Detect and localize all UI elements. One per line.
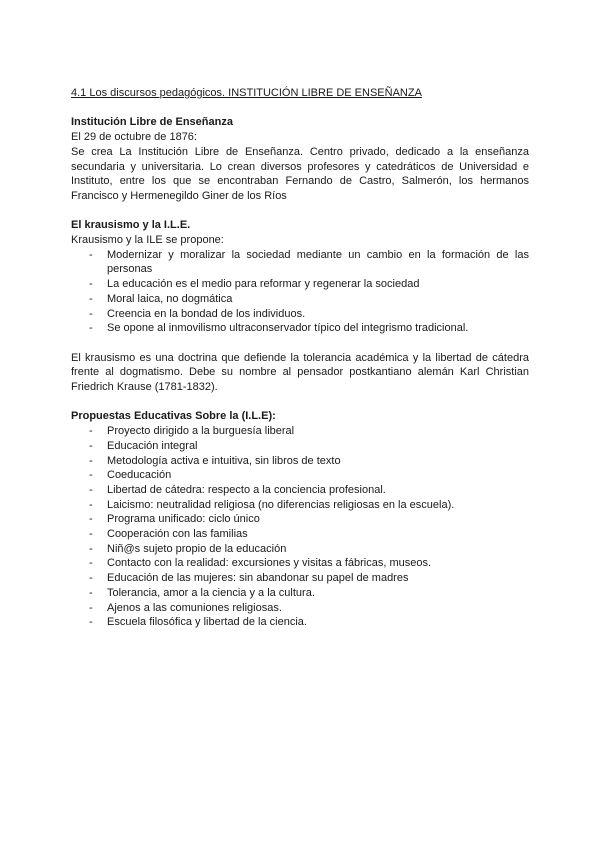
list-item: - Escuela filosófica y libertad de la ciencia. <box>71 615 529 630</box>
list-item: - Libertad de cátedra: respecto a la conciencia profesional. <box>71 483 529 498</box>
section-heading-propuestas: Propuestas Educativas Sobre la (I.L.E): <box>71 410 276 423</box>
krausismo-intro: Krausismo y la ILE se propone: <box>71 234 224 246</box>
list-item: - Tolerancia, amor a la ciencia y a la cultura. <box>71 586 529 601</box>
list-item: - Se opone al inmovilismo ultraconservador típico del integrismo tradicional. <box>71 321 529 336</box>
list-item: - Educación de las mujeres: sin abandonar su papel de madres <box>71 571 529 586</box>
list-item: - Creencia en la bondad de los individuos. <box>71 307 529 322</box>
list-item: - Contacto con la realidad: excursiones y visitas a fábricas, museos. <box>71 556 529 571</box>
paragraph-ile-founding: Se crea La Institución Libre de Enseñanza. Centro privado, dedicado a la enseñanza secundaria y universitaria. Lo crean diversos profesores y catedráticos de Universidad e Instituto, entre los que se encontraban Fernando de Castro, Salmerón, los hermanos Francisco y Hermenegildo Giner de los Ríos <box>71 145 529 202</box>
krausismo-list <box>71 248 529 336</box>
spacer <box>71 395 529 410</box>
list-item: - Modernizar y moralizar la sociedad mediante un cambio en la formación de las personas <box>71 248 529 277</box>
spacer <box>71 336 529 351</box>
list-item: - Coeducación <box>71 468 529 483</box>
list-item: - Metodología activa e intuitiva, sin libros de texto <box>71 454 529 469</box>
list-item: - La educación es el medio para reformar y regenerar la sociedad <box>71 277 529 292</box>
list-item: - Ajenos a las comuniones religiosas. <box>71 601 529 616</box>
list-item: - Cooperación con las familias <box>71 527 529 542</box>
section-heading-ile: Institución Libre de Enseñanza <box>71 116 233 129</box>
date-line: El 29 de octubre de 1876: <box>71 131 197 144</box>
propuestas-list <box>71 424 529 630</box>
section-heading-krausismo: El krausismo y la I.L.E. <box>71 219 191 232</box>
list-item: - Laicismo: neutralidad religiosa (no diferencias religiosas en la escuela). <box>71 498 529 513</box>
list-item: - Programa unificado: ciclo único <box>71 512 529 527</box>
document-content <box>71 86 529 630</box>
spacer <box>71 101 529 116</box>
list-item: - Niñ@s sujeto propio de la educación <box>71 542 529 557</box>
paragraph-krausismo-doctrine: El krausismo es una doctrina que defiende la tolerancia académica y la libertad de cátedra frente al dogmatismo. Debe su nombre al pensador postkantiano alemán Karl Christian Friedrich Krause (1781-1832). <box>71 351 529 394</box>
list-item: - Educación integral <box>71 439 529 454</box>
list-item: - Proyecto dirigido a la burguesía liberal <box>71 424 529 439</box>
list-item: - Moral laica, no dogmática <box>71 292 529 307</box>
spacer <box>71 204 529 219</box>
page-title: 4.1 Los discursos pedagógicos. INSTITUCIÓN LIBRE DE ENSEÑANZA <box>71 87 422 99</box>
